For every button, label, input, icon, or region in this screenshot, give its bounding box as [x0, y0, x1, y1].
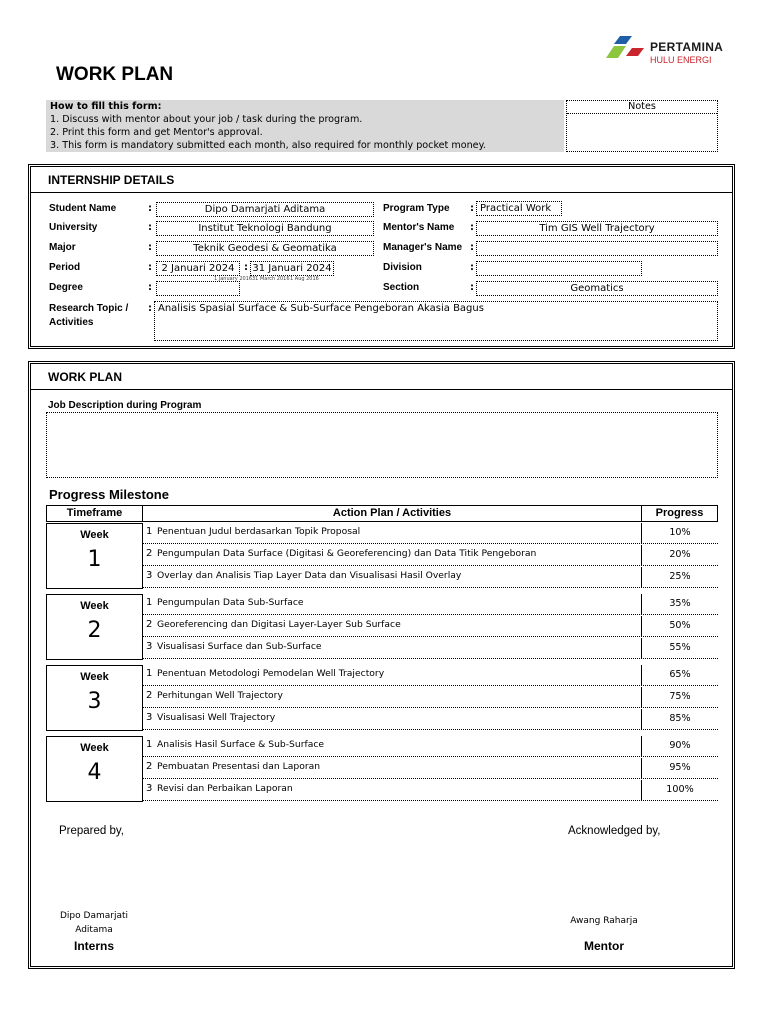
instructions-box: [46, 100, 564, 152]
division-field[interactable]: [476, 261, 642, 276]
progress-value[interactable]: 35%: [641, 594, 718, 615]
activity-row[interactable]: [143, 567, 641, 588]
activity-text: Perhitungan Well Trajectory: [157, 690, 283, 701]
week-label: Week: [80, 742, 109, 754]
university-label: University: [49, 222, 98, 233]
row-divider: [143, 587, 718, 588]
activity-text: Penentuan Judul berdasarkan Topik Proposal: [157, 526, 361, 537]
student-name-label: Student Name: [49, 203, 117, 214]
instructions-heading: How to fill this form:: [50, 101, 162, 112]
row-divider: [143, 729, 718, 730]
activity-text: Analisis Hasil Surface & Sub-Surface: [157, 739, 325, 750]
major-label: Major: [49, 242, 76, 253]
activity-row[interactable]: [143, 709, 641, 730]
job-description-label: Job Description during Program: [48, 400, 202, 411]
mentor-name-label: Mentor's Name: [383, 222, 455, 233]
week-label: Week: [80, 671, 109, 683]
row-divider: [143, 614, 718, 615]
week-block: [46, 736, 143, 802]
period-mid-hint: 1 Aug 2016: [290, 276, 319, 282]
row-divider: [143, 756, 718, 757]
colon: :: [470, 282, 474, 293]
period-end-hint: 31 March 2016: [252, 276, 290, 282]
mentor-signature-name: Awang Raharja: [570, 916, 638, 926]
intern-name-line: Aditama: [75, 925, 113, 935]
progress-header: Progress: [641, 505, 718, 522]
activity-row[interactable]: [143, 665, 641, 686]
colon: :: [148, 242, 152, 253]
intern-name-line: Dipo Damarjati: [60, 911, 128, 921]
activity-text: Pembuatan Presentasi dan Laporan: [157, 761, 321, 772]
division-label: Division: [383, 262, 422, 273]
instruction-line: 3. This form is mandatory submitted each month, also required for monthly pocket money.: [50, 140, 486, 151]
degree-field[interactable]: [156, 281, 240, 296]
progress-value[interactable]: 50%: [641, 616, 718, 637]
program-type-label: Program Type: [383, 203, 450, 214]
row-divider: [143, 778, 718, 779]
activity-number: 1: [146, 668, 153, 679]
week-label: Week: [80, 529, 109, 541]
row-divider: [143, 707, 718, 708]
period-end-field[interactable]: 31 Januari 2024: [250, 261, 334, 276]
week-number: 3: [87, 689, 102, 714]
acknowledged-by-label: Acknowledged by,: [568, 825, 661, 837]
week-block: [46, 523, 143, 589]
page-title: WORK PLAN: [56, 64, 174, 85]
research-topic-label: Research Topic /: [49, 303, 129, 314]
week-number: 1: [87, 547, 102, 572]
intern-name: [48, 909, 140, 937]
activity-number: 3: [146, 783, 153, 794]
timeframe-header: Timeframe: [46, 505, 143, 522]
manager-name-field[interactable]: [476, 241, 718, 256]
activity-text: Pengumpulan Data Sub-Surface: [157, 597, 304, 608]
work-plan-heading: WORK PLAN: [31, 364, 732, 390]
internship-details-heading: INTERNSHIP DETAILS: [31, 167, 732, 193]
period-label: Period: [49, 262, 81, 273]
activity-text: Visualisasi Surface dan Sub-Surface: [157, 641, 322, 652]
period-start-hint: 1 January 2016: [214, 276, 253, 282]
activities-label: Activities: [49, 317, 94, 328]
activity-row[interactable]: [143, 780, 641, 801]
activity-text: Pengumpulan Data Surface (Digitasi & Georeferencing) dan Data Titik Pengeboran: [157, 548, 537, 559]
period-start-field[interactable]: 2 Januari 2024: [156, 261, 240, 276]
week-number: 4: [87, 760, 102, 785]
activity-row[interactable]: [143, 523, 641, 544]
progress-milestone-title: Progress Milestone: [49, 487, 169, 502]
major-field[interactable]: Teknik Geodesi & Geomatika: [156, 241, 374, 256]
progress-value[interactable]: 65%: [641, 665, 718, 686]
activity-text: Overlay dan Analisis Tiap Layer Data dan Visualisasi Hasil Overlay: [157, 570, 462, 581]
section-label: Section: [383, 282, 420, 293]
pertamina-logo-icon: [604, 36, 648, 62]
activity-number: 3: [146, 712, 153, 723]
row-divider: [143, 565, 718, 566]
degree-label: Degree: [49, 282, 83, 293]
activity-number: 1: [146, 739, 153, 750]
colon: :: [148, 262, 152, 273]
activity-number: 2: [146, 761, 153, 772]
notes-label: Notes: [567, 101, 717, 114]
activity-text: Visualisasi Well Trajectory: [157, 712, 276, 723]
colon: :: [148, 203, 152, 214]
progress-value[interactable]: 55%: [641, 638, 718, 659]
activity-text: Revisi dan Perbaikan Laporan: [157, 783, 293, 794]
progress-value[interactable]: 100%: [641, 780, 718, 801]
colon: :: [470, 242, 474, 253]
activity-row[interactable]: [143, 687, 641, 708]
prepared-by-label: Prepared by,: [59, 825, 124, 837]
row-divider: [143, 636, 718, 637]
progress-value[interactable]: 20%: [641, 545, 718, 566]
row-divider: [143, 685, 718, 686]
row-divider: [143, 800, 718, 801]
progress-value[interactable]: 25%: [641, 567, 718, 588]
program-type-field[interactable]: Practical Work: [476, 201, 562, 216]
section-field[interactable]: Geomatics: [476, 281, 718, 296]
activity-text: Georeferencing dan Digitasi Layer-Layer Sub Surface: [157, 619, 401, 630]
progress-value[interactable]: 85%: [641, 709, 718, 730]
progress-value[interactable]: 75%: [641, 687, 718, 708]
activity-number: 2: [146, 548, 153, 559]
notes-box[interactable]: [566, 100, 718, 152]
activity-row[interactable]: [143, 594, 641, 615]
activity-number: 2: [146, 619, 153, 630]
activity-row[interactable]: [143, 616, 641, 637]
colon: :: [148, 303, 152, 314]
instruction-line: 1. Discuss with mentor about your job / task during the program.: [50, 114, 363, 125]
action-plan-header: Action Plan / Activities: [142, 505, 642, 522]
week-block: [46, 665, 143, 731]
week-block: [46, 594, 143, 660]
colon: :: [148, 222, 152, 233]
activity-text: Penentuan Metodologi Pemodelan Well Trajectory: [157, 668, 385, 679]
university-field[interactable]: Institut Teknologi Bandung: [156, 221, 374, 236]
manager-name-label: Manager's Name: [383, 242, 463, 253]
instruction-line: 2. Print this form and get Mentor's approval.: [50, 127, 263, 138]
student-name-field[interactable]: Dipo Damarjati Aditama: [156, 202, 374, 217]
colon: :: [470, 262, 474, 273]
progress-value[interactable]: 95%: [641, 758, 718, 779]
colon: :: [148, 282, 152, 293]
activity-number: 3: [146, 641, 153, 652]
progress-value[interactable]: 10%: [641, 523, 718, 544]
research-topic-field[interactable]: Analisis Spasial Surface & Sub-Surface Pengeboran Akasia Bagus: [154, 301, 718, 341]
colon: :: [470, 222, 474, 233]
activity-row[interactable]: [143, 758, 641, 779]
colon: :: [470, 203, 474, 214]
logo-subtitle: HULU ENERGI: [650, 55, 712, 65]
logo-name: PERTAMINA: [650, 40, 724, 54]
activity-number: 1: [146, 597, 153, 608]
week-number: 2: [87, 618, 102, 643]
intern-role: Interns: [73, 939, 114, 953]
week-label: Week: [80, 600, 109, 612]
activity-row[interactable]: [143, 638, 641, 659]
activity-number: 2: [146, 690, 153, 701]
activity-number: 3: [146, 570, 153, 581]
job-description-field[interactable]: [46, 412, 718, 478]
mentor-role: Mentor: [584, 939, 624, 953]
colon: :: [244, 262, 248, 273]
row-divider: [143, 658, 718, 659]
row-divider: [143, 543, 718, 544]
mentor-name-field[interactable]: Tim GIS Well Trajectory: [476, 221, 718, 236]
progress-value[interactable]: 90%: [641, 736, 718, 757]
activity-row[interactable]: [143, 736, 641, 757]
activity-row[interactable]: [143, 545, 641, 566]
activity-number: 1: [146, 526, 153, 537]
